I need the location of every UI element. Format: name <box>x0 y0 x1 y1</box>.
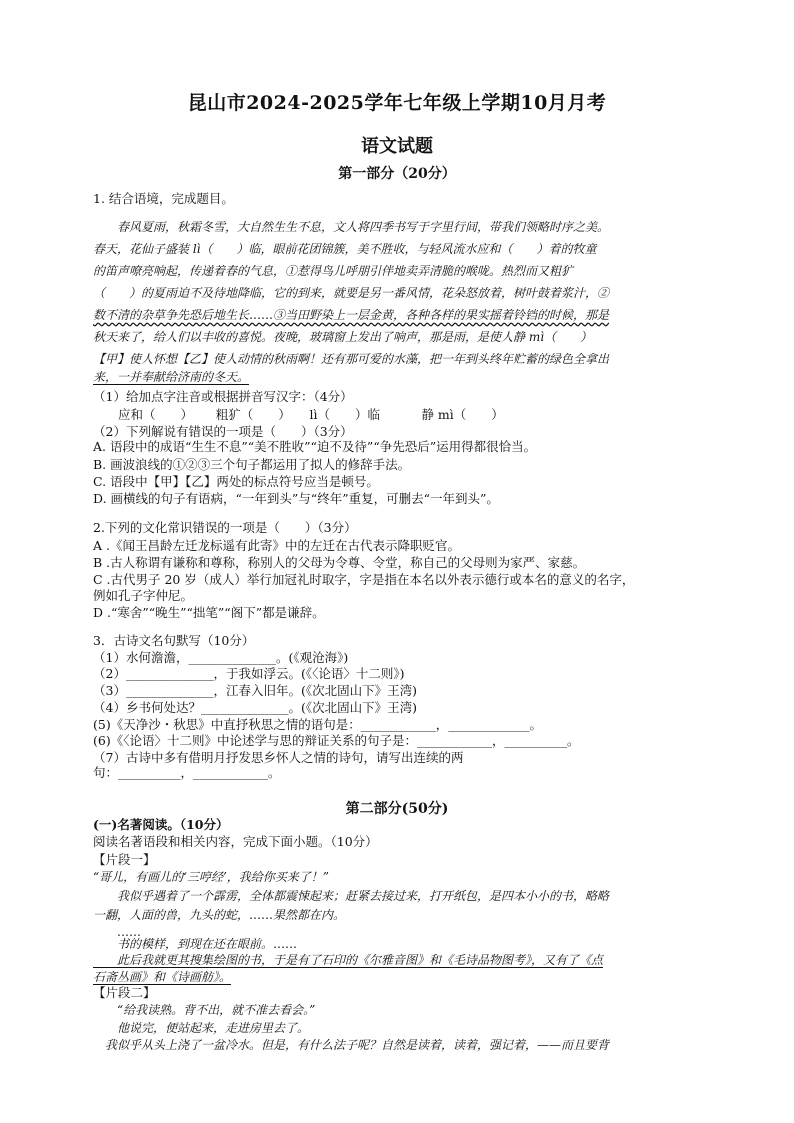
q1-sub1: （1）给加点字注音或根据拼音写汉字：（4分） <box>93 389 353 404</box>
q1-option-a: A. 语段中的成语“生生不息”“美不胜收”“迫不及待”“争先恐后”运用得都很恰当。 <box>93 439 537 454</box>
fragment2-line-3: 我似乎从头上浇了一盆冷水。但是，有什么法子呢？自然是读着，读着，强记着，——而且要背 <box>93 1038 610 1052</box>
fragment2-line-1: “给我读熟。背不出，就不准去看会。” <box>93 1003 316 1017</box>
q1-passage-line-1: 春风夏雨，秋霜冬雪，大自然生生不息，文人将四季书写于字里行间，带我们领略时序之美。 <box>93 220 610 234</box>
part1-heading: 第一部分（20分） <box>338 166 456 182</box>
part2-heading: 第二部分(50分) <box>345 801 449 817</box>
q2-option-c-cont: 例如孔子字仲尼。 <box>93 588 194 603</box>
fragment1-label: 【片段一】 <box>93 852 156 867</box>
fragment1-line-6: 此后我就更其搜集绘图的书，于是有了石印的《尔雅音图》和《毛诗品物图考》，又有了《点 <box>93 953 604 967</box>
q1-pinyin-blanks: 应和（ ） 粗犷（ ） lì（ ）临 静 mì（ ） <box>93 407 504 422</box>
exam-title: 昆山市2024-2025学年七年级上学期10月月考 <box>187 92 607 114</box>
q2-option-b: B .古人称谓有谦称和尊称，称别人的父母为令尊、令堂，称自己的父母则为家严、家慈。 <box>93 555 586 570</box>
q1-passage-line-8: 来，一并奉献给济南的冬天。 <box>93 370 250 384</box>
q3-line-7-cont: 句：__________，____________。 <box>93 765 281 780</box>
q1-option-d: D. 画横线的句子有语病，“一年到头”与“终年”重复，可删去“一年到头”。 <box>93 491 499 506</box>
fragment1-line-5: 书的模样，到现在还在眼前。…… <box>93 937 298 951</box>
fragment1-line-2: 我似乎遇着了一个霹雳，全体都震悚起来；赶紧去接过来，打开纸包，是四本小小的书，略略 <box>93 889 610 903</box>
q2-stem: 2.下列的文化常识错误的一项是（ ）（3分） <box>93 520 357 535</box>
fragment2-line-2: 他说完，便站起来，走进房里去了。 <box>93 1021 310 1035</box>
q1-sub2: （2）下列解说有错误的一项是（ ）（3分） <box>93 424 353 439</box>
q1-passage-line-3: 的笛声嘹亮响起，传递着春的气息，①惹得鸟儿呼朋引伴地卖弄清脆的喉咙。热烈而又粗犷 <box>93 264 574 278</box>
q1-option-b: B. 画波浪线的①②③三个句子都运用了拟人的修辞手法。 <box>93 457 411 472</box>
fragment1-line-4: …… <box>93 925 142 939</box>
q2-option-a: A .《闻王昌龄左迁龙标遥有此寄》中的左迁在古代表示降职贬官。 <box>93 538 460 553</box>
q1-passage-line-2: 春天，花仙子盛装 lì（ ）临，眼前花团锦簇，美不胜收，与轻风流水应和（ ）着的牧童 <box>93 242 597 256</box>
q3-line-2: （2）______________，于我如浮云。(《〈论语〉十二则》) <box>93 666 405 681</box>
q3-line-7: （7）古诗中多有借明月抒发思乡怀人之情的诗句，请写出连续的两 <box>93 750 464 765</box>
q1-intro: 1. 结合语境，完成题目。 <box>93 191 234 206</box>
q3-stem: 3．古诗文名句默写（10分） <box>93 633 255 648</box>
q3-line-6: (6)《〈论语〉十二则》中论述学与思的辩证关系的句子是：____________，__________。 <box>93 733 580 748</box>
q1-passage-line-6: 秋天来了，给人们以丰收的喜悦。夜晚，玻璃窗上发出了响声，那是雨，是使人静 mì（ ） <box>93 330 593 344</box>
fragment1-line-1: “哥儿，有画儿的‘三哼经’，我给你买来了！” <box>93 870 329 884</box>
fragment2-label: 【片段二】 <box>93 985 156 1000</box>
q3-line-3: （3）______________，江春入旧年。(《次北固山下》王湾) <box>93 683 417 698</box>
q3-line-4: （4）乡书何处达？______________。(《次北固山下》王湾) <box>93 700 417 715</box>
q1-passage-line-7: 【甲】使人怀想【乙】使人动情的秋雨啊！还有那可爱的水藻，把一年到头终年贮蓄的绿色全拿出 <box>93 352 610 366</box>
q1-option-c: C. 语段中【甲】【乙】两处的标点符号应当是顿号。 <box>93 474 379 489</box>
reading-instruction: 阅读名著语段和相关内容，完成下面小题。（10分） <box>93 834 378 849</box>
q1-passage-line-4: （ ）的夏雨迫不及待地降临，它的到来，就要是另一番风情，花朵怒放着，树叶鼓着浆汁，② <box>93 286 610 300</box>
fragment1-line-3: 一翻，人面的兽，九头的蛇，……果然都在内。 <box>93 908 346 922</box>
q3-line-1: （1）水何澹澹，______________。(《观沧海》) <box>93 650 349 665</box>
q2-option-d: D .“寒舍”“晚生”“拙笔”“阁下”都是谦辞。 <box>93 605 325 620</box>
reading-section-heading: (一)名著阅读。（10分） <box>93 817 229 832</box>
exam-subtitle: 语文试题 <box>361 136 433 157</box>
q2-option-c: C .古代男子 20 岁（成人）举行加冠礼时取字，字是指在本名以外表示德行或本名的意义的名字， <box>93 572 635 587</box>
fragment1-line-7: 石斋丛画》和《诗画舫》。 <box>93 970 232 984</box>
q1-passage-line-5: 数不清的杂草争先恐后地生长……③当田野染上一层金黄，各种各样的果实摇着铃铛的时候，那是 <box>93 308 610 322</box>
q3-line-5: (5)《天净沙・秋思》中直抒秋思之情的语句是：____________，_____________。 <box>93 717 542 732</box>
